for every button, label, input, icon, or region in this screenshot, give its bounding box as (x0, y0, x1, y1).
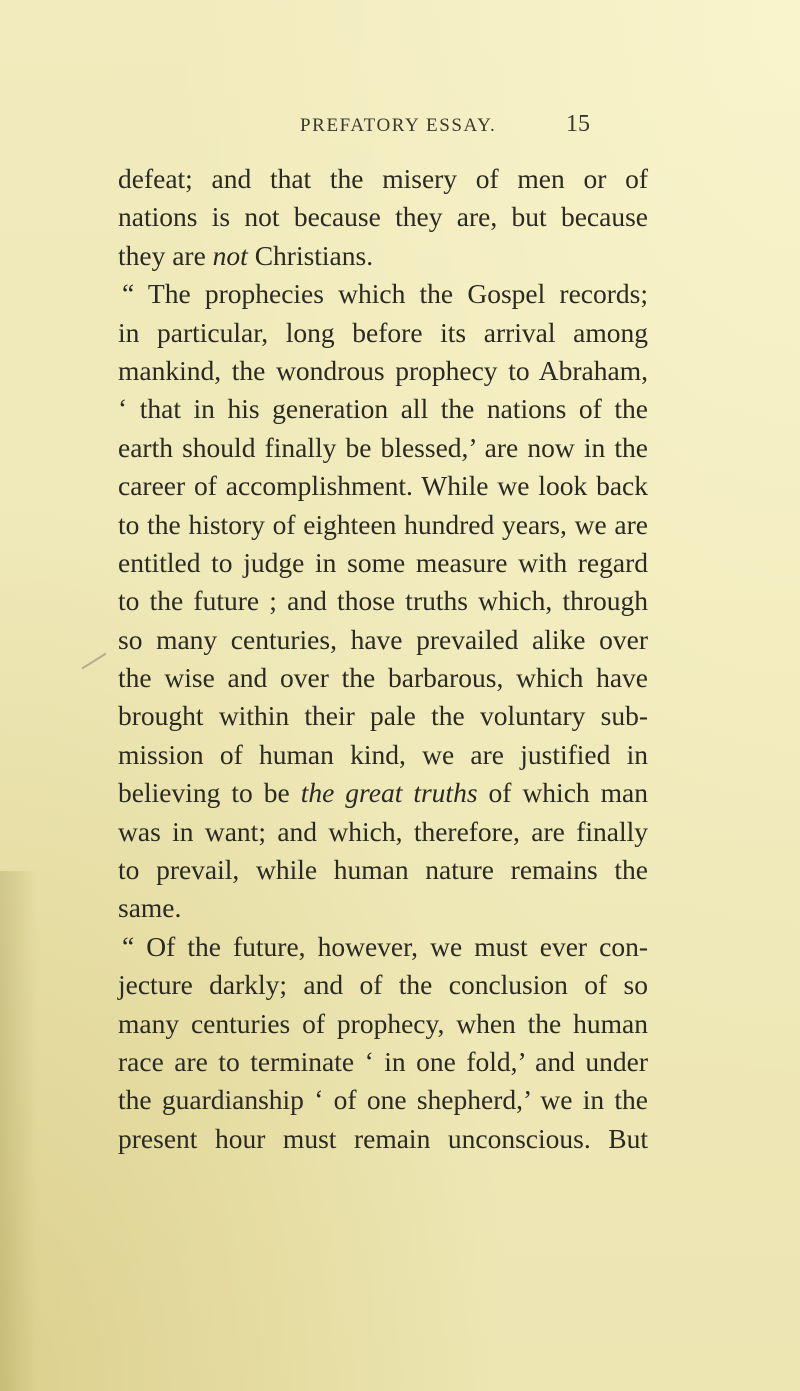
text-fragment: of which man (477, 777, 649, 809)
text-line: mission of human kind, we are justified in (118, 738, 648, 770)
text-line: “ Of the future, however, we must ever con- (122, 930, 648, 962)
text-fragment: they are (118, 239, 213, 271)
text-line: many centuries of prophecy, when the human (118, 1007, 648, 1039)
text-line: was in want; and which, therefore, are finally (118, 815, 648, 847)
text-line: the wise and over the barbarous, which have (118, 662, 648, 694)
text-line: earth should finally be blessed,’ are now in the (118, 431, 648, 463)
text-fragment: believing to be (118, 777, 301, 809)
text-line: so many centuries, have prevailed alike over (118, 623, 648, 655)
text-line: “ The prophecies which the Gospel records; (122, 278, 648, 310)
page-number: 15 (566, 111, 590, 137)
text-line: nations is not because they are, but because (118, 201, 648, 233)
italic-text: not (212, 239, 248, 271)
text-line: to the future ; and those truths which, through (118, 585, 648, 617)
text-line: same. (118, 892, 182, 924)
text-line: the guardianship ‘ of one shepherd,’ we in the (118, 1084, 648, 1116)
text-line (118, 774, 648, 812)
text-line: in particular, long before its arrival among (118, 316, 648, 348)
text-line: defeat; and that the misery of men or of (118, 163, 648, 194)
text-line: present hour must remain unconscious. But (118, 1122, 648, 1154)
text-line: mankind, the wondrous prophecy to Abraham, (118, 354, 648, 386)
text-line: ‘ that in his generation all the nations of the (118, 393, 648, 425)
text-line (118, 237, 648, 275)
pencil-mark (82, 653, 107, 670)
text-line: entitled to judge in some measure with regard (118, 546, 648, 578)
text-line: to the history of eighteen hundred years, we are (118, 508, 648, 540)
text-line: jecture darkly; and of the conclusion of so (118, 969, 648, 1001)
text-line: career of accomplishment. While we look back (118, 470, 648, 502)
text-line: race are to terminate ‘ in one fold,’ and under (118, 1045, 648, 1077)
text-line: brought within their pale the voluntary sub- (118, 700, 648, 732)
page-edge-shadow (0, 871, 38, 1391)
body-text (118, 160, 648, 1158)
running-head: PREFATORY ESSAY. (300, 115, 497, 136)
italic-text: the great truths (300, 777, 478, 809)
text-line: to prevail, while human nature remains the (118, 854, 648, 886)
page-header (0, 111, 800, 145)
text-fragment: Christians. (247, 239, 374, 271)
